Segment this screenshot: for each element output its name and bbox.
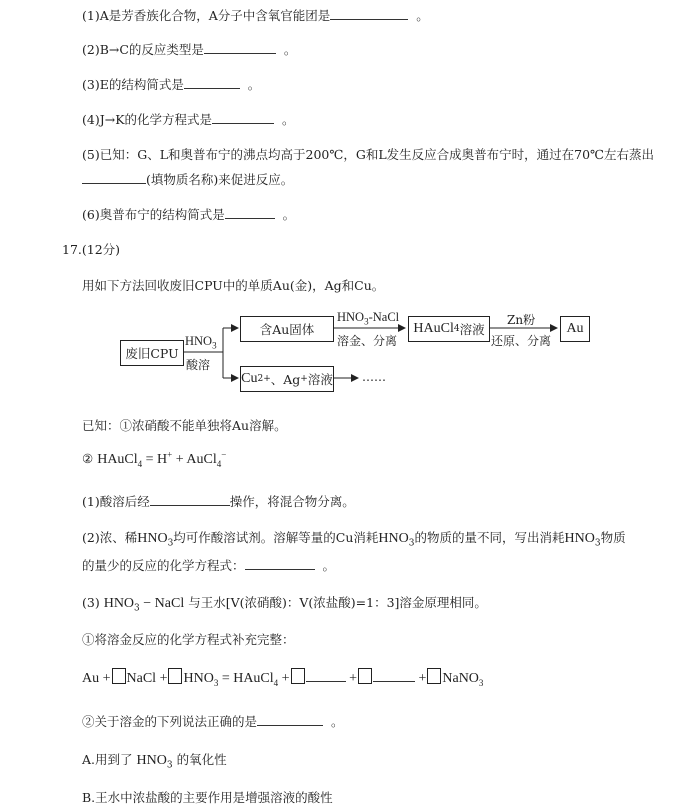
q17-part3-i: ①将溶金反应的化学方程式补充完整： bbox=[82, 632, 295, 647]
coefficient-box[interactable] bbox=[168, 668, 182, 684]
step1-operation: 酸溶 bbox=[186, 358, 211, 372]
step1-reagent: $HNO_3$ bbox=[185, 334, 217, 351]
waste-cpu-box: 废旧CPU bbox=[120, 340, 184, 366]
ions-solution-box: Cu 2+ 、Ag + 溶液 bbox=[240, 366, 334, 392]
option-b[interactable]: B.王水中浓盐酸的主要作用是增强溶液的酸性 bbox=[82, 790, 333, 805]
q17-part3: (3) $HNO_3$ − NaCl 与王水[V(浓硝酸)：V(浓盐酸)=1：3]溶金原理相同。 bbox=[82, 595, 487, 614]
q16-part3: (3)E的结构简式是 。 bbox=[82, 77, 261, 92]
q16-part1: (1)A是芳香族化合物，A分子中含氧官能团是 。 bbox=[82, 8, 429, 23]
q16-part6: (6)奥普布宁的结构简式是 。 bbox=[82, 207, 296, 222]
gold-dissolution-equation: Au + NaCl + $HNO_3$ = HAuCl$_4$ + + + NaNO$_3$ bbox=[82, 668, 483, 687]
q17-part2: (2)浓、稀$HNO_3$均可作酸溶试剂。溶解等量的Cu消耗$HNO_3$的物质的量不同，写出消耗$HNO_3$物质 bbox=[82, 530, 626, 549]
coefficient-box[interactable] bbox=[358, 668, 372, 684]
q16-part5: (5)已知：G、L和奥普布宁的沸点均高于200℃，G和L发生反应合成奥普布宁时，通过在70℃左右蒸出 bbox=[82, 147, 655, 162]
answer-blank[interactable] bbox=[257, 712, 323, 726]
answer-blank[interactable] bbox=[150, 492, 230, 506]
q17-known1: 已知：①浓硝酸不能单独将Au溶解。 bbox=[82, 418, 287, 433]
q17-known2: ② HAuCl$_4$ = H+ + AuCl$_4$− bbox=[82, 449, 227, 469]
q17-part3-ii: ②关于溶金的下列说法正确的是 。 bbox=[82, 714, 344, 729]
ellipsis: …… bbox=[362, 370, 386, 384]
answer-blank[interactable] bbox=[306, 668, 346, 682]
q17-part1: (1)酸溶后经 操作，将混合物分离。 bbox=[82, 494, 355, 509]
option-a[interactable]: A.用到了 $HNO_3$ 的氧化性 bbox=[82, 752, 227, 771]
q17-part2-cont: 的量少的反应的化学方程式： 。 bbox=[82, 558, 335, 573]
step3-reagent: Zn粉 bbox=[507, 313, 536, 327]
coefficient-box[interactable] bbox=[427, 668, 441, 684]
step3-operation: 还原、分离 bbox=[491, 334, 552, 348]
q16-part2: (2)B→C的反应类型是 。 bbox=[82, 42, 297, 57]
au-product-box: Au bbox=[560, 316, 590, 342]
answer-blank[interactable] bbox=[245, 556, 315, 570]
q17-header: 17.(12分) bbox=[62, 242, 121, 257]
haucl4-solution-box: HAuCl 4 溶液 bbox=[408, 316, 490, 342]
step2-operation: 溶金、分离 bbox=[337, 334, 398, 348]
q16-part4: (4)J→K的化学方程式是 。 bbox=[82, 112, 295, 127]
answer-blank[interactable] bbox=[373, 668, 415, 682]
q17-intro: 用如下方法回收废旧CPU中的单质Au(金)，Ag和Cu。 bbox=[82, 278, 385, 293]
coefficient-box[interactable] bbox=[291, 668, 305, 684]
au-solid-box: 含Au固体 bbox=[240, 316, 334, 342]
coefficient-box[interactable] bbox=[112, 668, 126, 684]
step2-reagent: $HNO_3$-NaCl bbox=[337, 310, 400, 327]
q16-part5-cont: (填物质名称)来促进反应。 bbox=[82, 170, 293, 188]
